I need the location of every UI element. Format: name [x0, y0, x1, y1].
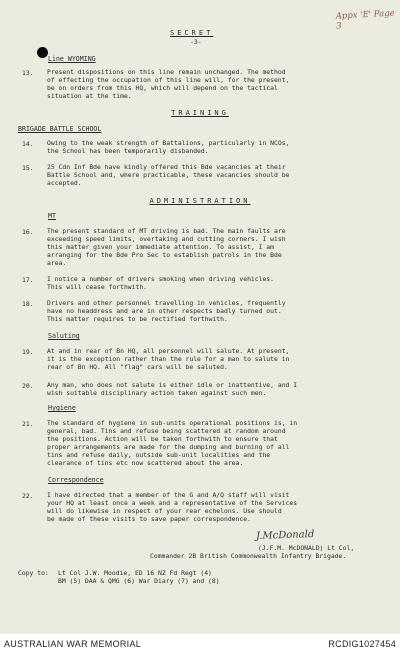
- paragraph-line: rear of Bn HQ. All "flag" cars will be saluted.: [47, 363, 228, 371]
- paragraph-line: Battle School and, where practicable, these vacancies should be: [47, 171, 290, 179]
- section-brigade-battle-school: BRIGADE BATTLE SCHOOL: [18, 125, 102, 133]
- paragraph-line: Drivers and other personnel travelling in vehicles, frequently: [47, 299, 286, 307]
- paragraph-line: be on orders from this HQ, which will depend on the tactical: [47, 84, 278, 92]
- paragraph-line: of effecting the occupation of this line will, for the present,: [47, 76, 290, 84]
- paragraph-number: 15.: [22, 164, 34, 172]
- paragraph-line: accepted.: [47, 179, 82, 187]
- paragraph-line: The standard of hygiene in sub-units operational positions is, in: [47, 419, 298, 427]
- paragraph-number: 22.: [22, 492, 34, 500]
- paragraph-line: tins and refuse daily, outside sub-unit localities and the: [47, 451, 271, 459]
- punch-hole: [37, 47, 48, 58]
- paragraph-line: proper arrangements are made for the dumping and burning of all: [47, 443, 290, 451]
- section-mt: MT: [48, 212, 56, 220]
- paragraph-line: situation at the time.: [47, 92, 132, 100]
- paragraph-number: 13.: [22, 69, 34, 77]
- section-saluting: Saluting: [48, 332, 80, 340]
- page-number: -3-: [190, 38, 202, 46]
- paragraph-line: this matter given your immediate attention. To assist, I am: [47, 243, 275, 251]
- paragraph-line: exceeding speed limits, overtaking and cutting corners. I wish: [47, 235, 286, 243]
- section-training: TRAINING: [171, 109, 229, 117]
- paragraph-line: will do likewise in respect of your rear echelons. Use should: [47, 507, 282, 515]
- handwritten-signature: J.McDonald: [255, 528, 315, 543]
- paragraph-line: clearance of tins etc now scattered about the area.: [47, 459, 244, 467]
- archive-footer: [0, 634, 400, 654]
- signatory-name: (J.F.M. McDONALD) Lt Col,: [258, 544, 355, 552]
- paragraph-line: wish suitable disciplinary action taken against such men.: [47, 389, 267, 397]
- paragraph-line: have no headdress and are in other respects badly turned out.: [47, 307, 282, 315]
- paragraph-line: be made of these visits to save paper correspondence.: [47, 515, 251, 523]
- section-hygiene: Hygiene: [48, 404, 76, 412]
- copy-to-label: Copy to:: [18, 569, 49, 577]
- section-line-wyoming: Line WYOMING: [48, 55, 96, 63]
- paragraph-line: Any man, who does not salute is either idle or inattentive, and I: [47, 381, 298, 389]
- paragraph-number: 14.: [22, 140, 34, 148]
- archive-name: AUSTRALIAN WAR MEMORIAL: [4, 639, 142, 649]
- paragraph-number: 21.: [22, 420, 34, 428]
- paragraph-line: I notice a number of drivers smoking when driving vehicles.: [47, 275, 275, 283]
- paragraph-line: the positions. Action will be taken forthwith to ensure that: [47, 435, 278, 443]
- paragraph-number: 17.: [22, 276, 34, 284]
- paragraph-line: arranging for the Bde Pro Sec to establish patrols in the Bde: [47, 251, 282, 259]
- paragraph-line: it is the exception rather than the rule for a man to salute in: [47, 355, 290, 363]
- paragraph-line: general, bad. Tins and refuse being scattered at random around: [47, 427, 286, 435]
- paragraph-line: 25 Cdn Inf Bde have kindly offered this Bde vacancies at their: [47, 163, 286, 171]
- copy-to-line: BM (5) DAA & QMG (6) War Diary (7) and (8): [58, 577, 220, 585]
- section-administration: ADMINISTRATION: [149, 197, 251, 205]
- section-correspondence: Correspondence: [48, 476, 104, 484]
- paragraph-line: This matter requires to be rectified forthwith.: [47, 315, 228, 323]
- paragraph-line: your HQ at least once a week and a representative of the Services: [47, 499, 298, 507]
- paragraph-line: the School has been temporarily disbanded.: [47, 147, 209, 155]
- paragraph-number: 19.: [22, 348, 34, 356]
- signatory-title: Commander 2B British Commonwealth Infantry Brigade.: [150, 552, 347, 560]
- paragraph-line: Owing to the weak strength of Battalions, particularly in NCOs,: [47, 139, 290, 147]
- paragraph-number: 20.: [22, 382, 34, 390]
- paragraph-number: 18.: [22, 300, 34, 308]
- handwritten-annotation: Appx 'E' Page 3: [335, 8, 395, 32]
- paragraph-line: This will cease forthwith.: [47, 283, 148, 291]
- paragraph-line: area.: [47, 259, 67, 267]
- paragraph-number: 16.: [22, 228, 34, 236]
- paragraph-line: I have directed that a member of the G and A/Q staff will visit: [47, 491, 290, 499]
- paragraph-line: The present standard of MT driving is bad. The main faults are: [47, 227, 286, 235]
- paragraph-line: At and in rear of Bn HQ, all personnel will salute. At present,: [47, 347, 290, 355]
- archive-reference: RCDIG1027454: [328, 639, 396, 649]
- paragraph-line: Present dispositions on this line remain unchanged. The method: [47, 68, 286, 76]
- secret-heading: SECRET: [170, 29, 214, 37]
- copy-to-line: Lt Col J.W. Moodie, ED 16 NZ Fd Regt (4): [58, 569, 212, 577]
